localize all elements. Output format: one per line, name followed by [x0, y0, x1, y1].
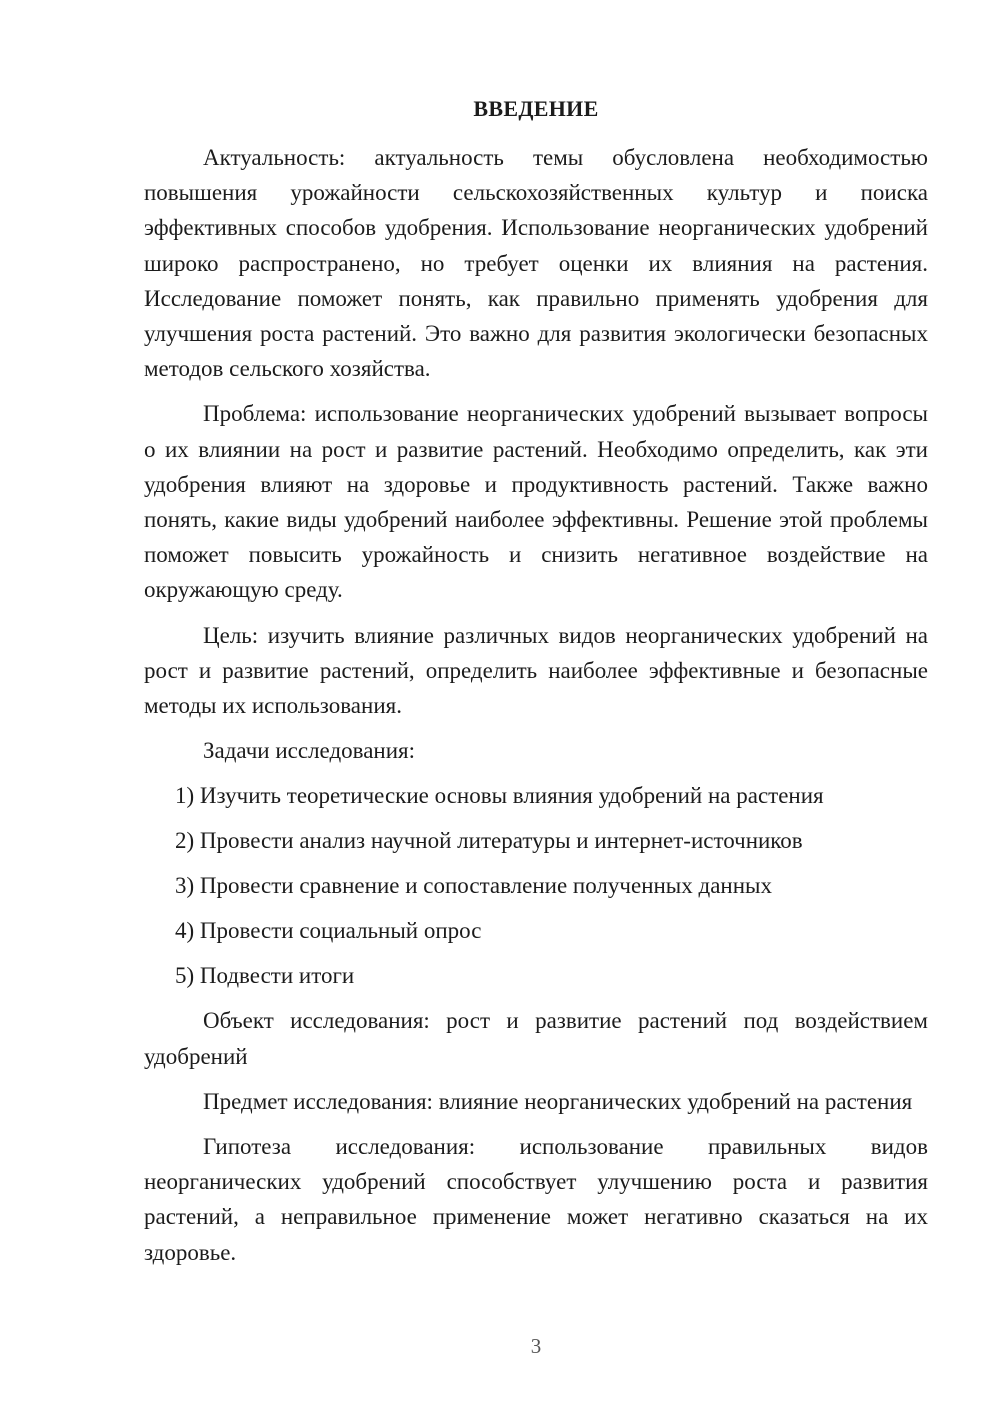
hypothesis-paragraph: Гипотеза исследования: использование правильных видов неорганических удобрений способствует улучшению роста и развития растений, а неправильное применение может негативно сказаться на их здоровье. — [144, 1134, 928, 1265]
list-item: 1) Изучить теоретические основы влияния удобрений на растения — [175, 783, 824, 809]
goal-paragraph: Цель: изучить влияние различных видов неорганических удобрений на рост и развитие растений, определить наиболее эффективные и безопасные методы их использования. — [144, 622, 928, 719]
problem-paragraph: Проблема: использование неорганических удобрений вызывает вопросы о их влиянии на рост и развитие растений. Необходимо определить, как эти удобрения влияют на здоровье и продуктивность растений. Также важно понять, какие виды удобрений наиболее эффективны. Решение этой проблемы поможет повысить урожайность и снизить негативное воздействие на окружающую среду. — [144, 401, 928, 603]
list-item: 3) Провести сравнение и сопоставление полученных данных — [175, 873, 772, 899]
subject-paragraph: Предмет исследования: влияние неорганических удобрений на растения — [203, 1088, 913, 1114]
object-paragraph: Объект исследования: рост и развитие растений под воздействием удобрений — [144, 1008, 928, 1069]
relevance-paragraph: Актуальность: актуальность темы обусловлена необходимостью повышения урожайности сельскохозяйственных культур и поиска эффективных способов удобрения. Использование неорганических удобрений широко распространено, но требует оценки их влияния на растения. Исследование поможет понять, как правильно применять удобрения для улучшения роста растений. Это важно для развития экологически безопасных методов сельского хозяйства. — [144, 145, 928, 382]
list-item: 2) Провести анализ научной литературы и интернет-источников — [175, 828, 803, 854]
section-title: ВВЕДЕНИЕ — [473, 96, 599, 121]
page-number: 3 — [530, 1334, 542, 1358]
document-body — [144, 140, 928, 1270]
list-item: 4) Провести социальный опрос — [175, 918, 482, 944]
tasks-heading: Задачи исследования: — [203, 738, 416, 764]
tasks-list — [144, 778, 928, 1003]
list-item: 5) Подвести итоги — [175, 963, 355, 989]
